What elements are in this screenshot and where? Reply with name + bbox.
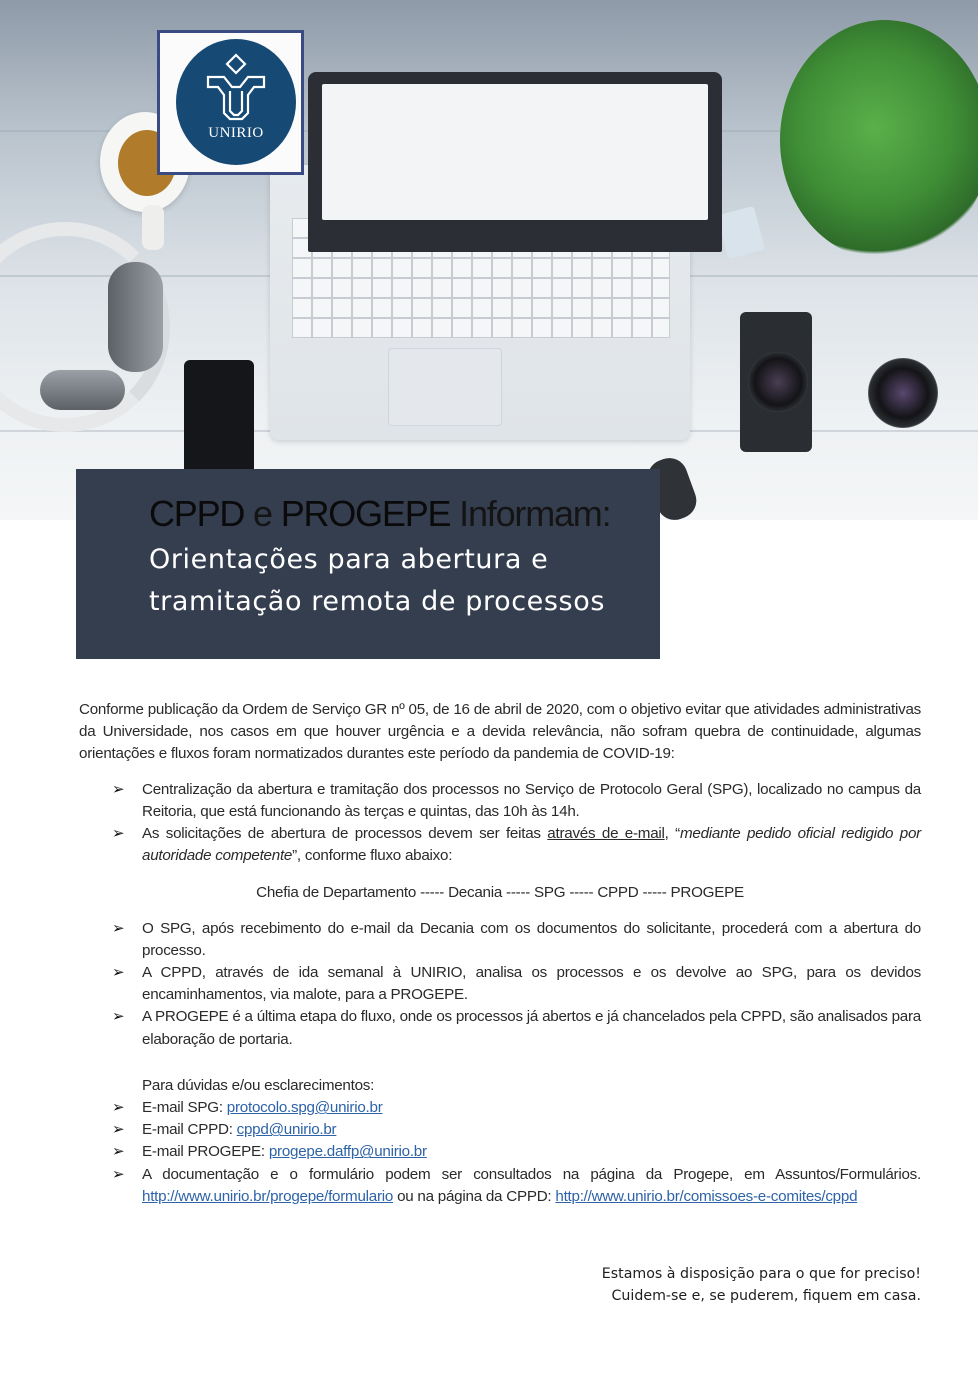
- list-item-text: As solicitações de abertura de processos devem ser feitas: [142, 825, 548, 843]
- smartphone-image: [184, 360, 254, 475]
- arrow-bullet-icon: ➢: [112, 919, 125, 937]
- contact-list: [112, 1097, 921, 1208]
- progepe-form-link[interactable]: http://www.unirio.br/progepe/formulario: [142, 1187, 394, 1205]
- unirio-logo: [157, 30, 304, 175]
- camera-image: [740, 312, 812, 452]
- docs-text: A documentação e o formulário podem ser consultados na página da Progepe, em Assuntos/Formulários.: [142, 1165, 921, 1183]
- headphone-earcup-image: [108, 262, 163, 372]
- cppd-page-link[interactable]: http://www.unirio.br/comissoes-e-comites/cppd: [555, 1187, 858, 1205]
- title-org-progepe: PROGEPE: [280, 493, 451, 534]
- arrow-bullet-icon: ➢: [112, 1165, 125, 1183]
- list-item-suffix: ”, conforme fluxo abaixo:: [292, 847, 453, 865]
- document-body: [79, 699, 921, 1208]
- contact-label: E-mail PROGEPE:: [142, 1143, 269, 1161]
- arrow-bullet-icon: ➢: [112, 825, 125, 843]
- headphone-earcup-image: [40, 370, 125, 410]
- title-connector: e: [253, 493, 272, 534]
- eraser-image: [717, 206, 765, 259]
- arrow-bullet-icon: ➢: [112, 1121, 125, 1139]
- docs-text-mid: ou na página da CPPD:: [393, 1187, 556, 1205]
- list-item: [112, 918, 921, 962]
- contact-label: E-mail CPPD:: [142, 1121, 237, 1139]
- arrow-bullet-icon: ➢: [112, 780, 125, 798]
- arrow-bullet-icon: ➢: [112, 1099, 125, 1117]
- contact-item-cppd: [112, 1119, 921, 1141]
- list-item: [112, 1006, 921, 1050]
- logo-circle: [176, 39, 296, 165]
- unirio-emblem-icon: [204, 53, 268, 121]
- orientation-list: [112, 779, 921, 868]
- closing-line-1: Estamos à disposição para o que for preciso!: [601, 1266, 921, 1282]
- title-org-cppd: CPPD: [149, 493, 245, 534]
- contact-label: E-mail SPG:: [142, 1099, 227, 1117]
- email-link-spg[interactable]: protocolo.spg@unirio.br: [226, 1099, 383, 1117]
- process-steps-list: [112, 918, 921, 1051]
- email-link-cppd[interactable]: cppd@unirio.br: [236, 1121, 337, 1139]
- quoted-requirement: mediante pedido oficial redigido por autoridade competente: [142, 825, 921, 865]
- camera-lens-image: [868, 358, 938, 428]
- arrow-bullet-icon: ➢: [112, 964, 125, 982]
- list-item: [112, 823, 921, 867]
- hero-desk-photo: [0, 0, 978, 520]
- title-verb: Informam:: [459, 493, 611, 534]
- page-subtitle: [149, 539, 605, 623]
- list-item: [112, 779, 921, 823]
- title-banner: [76, 469, 660, 659]
- closing-message: [602, 1263, 921, 1307]
- list-item-text: Centralização da abertura e tramitação dos processos no Serviço de Protocolo Geral (SPG), localizado no campus da Reitoria, que está funcionando às terças e quintas, das 10h às 14h.: [142, 780, 921, 820]
- email-link-progepe[interactable]: progepe.daffp@unirio.br: [268, 1143, 427, 1161]
- list-item-text: A CPPD, através de ida semanal à UNIRIO, analisa os processos e os devolve ao SPG, para os devidos encaminhamentos, via malote, para a PROGEPE.: [142, 964, 921, 1004]
- contact-item-spg: [112, 1097, 921, 1119]
- list-item-text: O SPG, após recebimento do e-mail da Decania com os documentos do solicitante, procederá com a abertura do processo.: [142, 919, 921, 959]
- docs-item: [112, 1164, 921, 1208]
- closing-line-2: Cuidem-se e, se puderem, fiquem em casa.: [611, 1288, 921, 1304]
- intro-paragraph: Conforme publicação da Ordem de Serviço GR nº 05, de 16 de abril de 2020, com o objetivo evitar que atividades administrativas da Universidade, nos casos em que houver urgência e a devida relevância, não sofram quebra de continuidade, algumas orientações e fluxos foram normatizados durantes este período da pandemia de COVID-19:: [79, 701, 921, 763]
- subtitle-line-1: Orientações para abertura e: [149, 544, 549, 575]
- punctuation: , “: [664, 825, 680, 843]
- list-item-text: A PROGEPE é a última etapa do fluxo, onde os processos já abertos e já chancelados pela CPPD, são analisados para elaboração de portaria.: [142, 1008, 921, 1048]
- arrow-bullet-icon: ➢: [112, 1143, 125, 1161]
- mug-handle-image: [142, 205, 164, 250]
- laptop-screen-image: [308, 72, 722, 252]
- help-label: Para dúvidas e/ou esclarecimentos:: [142, 1076, 375, 1094]
- logo-text: UNIRIO: [208, 125, 264, 141]
- contact-item-progepe: [112, 1141, 921, 1163]
- subtitle-line-2: tramitação remota de processos: [149, 586, 605, 617]
- list-item: [112, 962, 921, 1006]
- arrow-bullet-icon: ➢: [112, 1008, 125, 1026]
- process-flow: Chefia de Departamento ----- Decania ----- SPG ----- CPPD ----- PROGEPE: [256, 884, 744, 902]
- touchpad-image: [388, 348, 502, 426]
- email-emphasis: através de e-mail: [547, 825, 665, 843]
- plant-image: [780, 20, 978, 260]
- page-title: [149, 493, 610, 535]
